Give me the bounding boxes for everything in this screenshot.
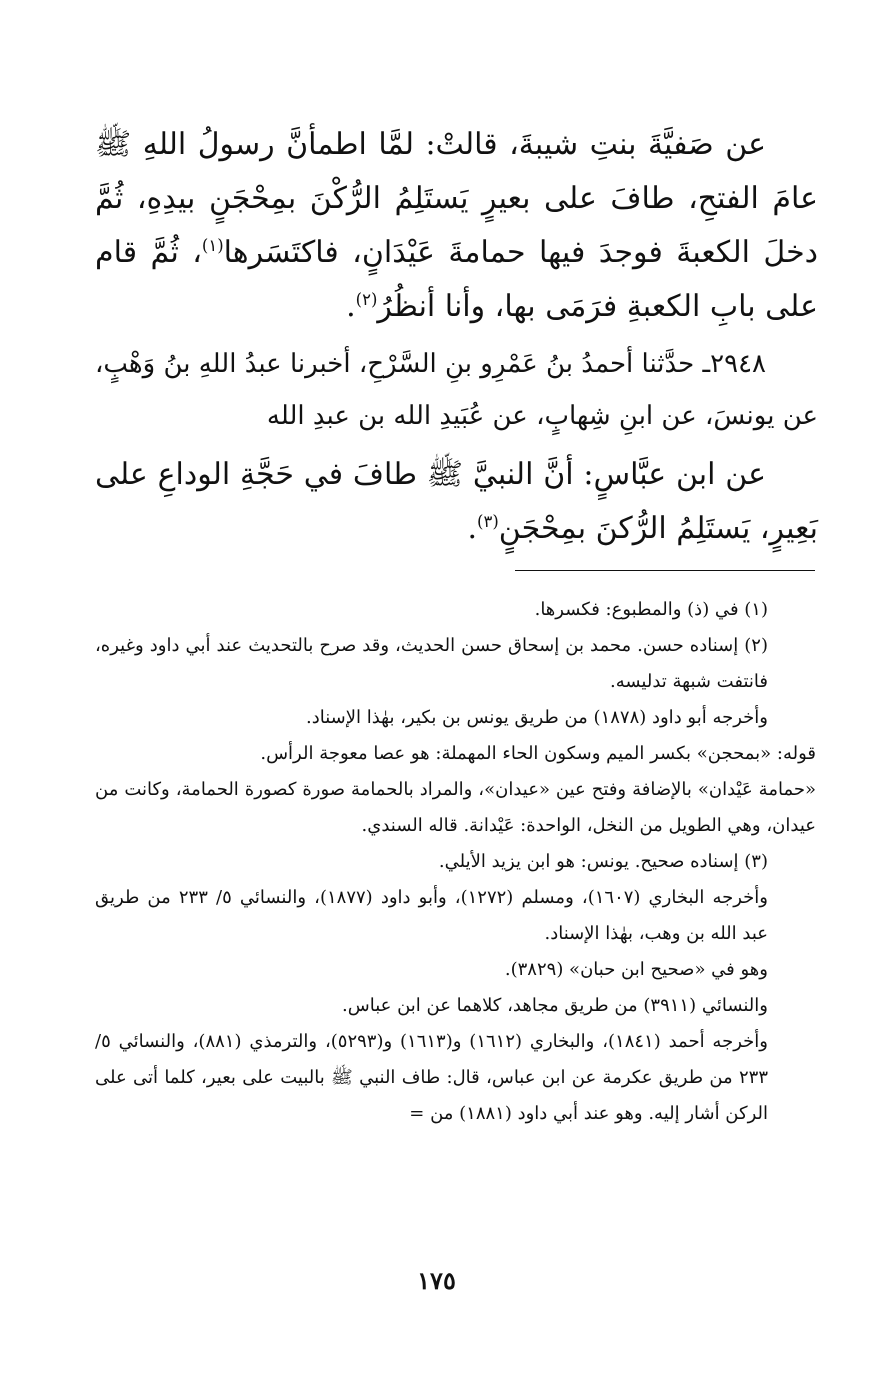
footnote-ref-3: (٣)	[477, 512, 499, 531]
main-text	[95, 118, 818, 556]
footnote-ref-2: (٢)	[355, 290, 378, 309]
hadith-2948-isnad: ٢٩٤٨ـ حدَّثنا أحمدُ بنُ عَمْرِو بنِ السَّرْحِ، أخبرنا عبدُ اللهِ بنُ وَهْبٍ، عن يونسَ، عن ابنِ شِهابٍ، عن عُبَيدِ الله بن عبدِ الله	[94, 349, 818, 431]
footnote-2-line: قوله: «بمحجن» بكسر الميم وسكون الحاء المهملة: هو عصا معوجة الرأس.	[260, 743, 816, 764]
footnote-3-line: وأخرجه أحمد (١٨٤١)، والبخاري (١٦١٢) و(١٦١٣) و(٥٢٩٣)، والترمذي (٨٨١)، والنسائي ٥/ ٢٣٣ من طريق عكرمة عن ابن عباس، قال: طاف النبي ﷺ بالبيت على بعير، كلما أتى على الركن أشار إليه. وهو عند أبي داود (١٨٨١) من =	[95, 1031, 768, 1124]
footnote-3: (٣) إسناده صحيح. يونس: هو ابن يزيد الأيلي.	[438, 851, 768, 872]
hadith-paragraph-1	[95, 118, 818, 334]
hadith-2-text-a: عن ابن عبَّاسٍ: أنَّ النبيَّ ﷺ طافَ في حَجَّةِ الوداعِ على بَعِيرٍ، يَستَلِمُ الرُّكنَ بمِحْجَنٍ	[95, 457, 818, 546]
hadith-1-text-c: .	[346, 289, 356, 324]
footnotes	[95, 592, 816, 1132]
hadith-2-text-b: .	[467, 511, 478, 546]
footnote-1: (١) في (ذ) والمطبوع: فكسرها.	[534, 599, 768, 620]
footnote-2-line: وأخرجه أبو داود (١٨٧٨) من طريق يونس بن بكير، بهٰذا الإسناد.	[306, 707, 768, 728]
footnote-3-line: والنسائي (٣٩١١) من طريق مجاهد، كلاهما عن ابن عباس.	[342, 995, 768, 1016]
footnote-2: (٢) إسناده حسن. محمد بن إسحاق حسن الحديث، وقد صرح بالتحديث عند أبي داود وغيره، فانتفت شبهة تدليسه.	[95, 635, 768, 692]
hadith-1-text-a: عن صَفيَّةَ بنتِ شيبةَ، قالتْ: لمَّا اطمأنَّ رسولُ اللهِ ﷺ عامَ الفتحِ، طافَ على بعيرٍ يَستَلِمُ الرُّكْنَ بمِحْجَنٍ بيدِهِ، ثُمَّ دخلَ الكعبةَ فوجدَ فيها حمامةَ عَيْدَانٍ، فاكتَسَرها	[95, 127, 818, 270]
page-number: ١٧٥	[417, 1266, 456, 1295]
footnote-2-line: «حمامة عَيْدان» بالإضافة وفتح عين «عيدان»، والمراد بالحمامة صورة كصورة الحمامة، وكانت من عيدان، وهي الطويل من النخل، الواحدة: عَيْدانة. قاله السندي.	[95, 779, 816, 836]
hadith-1-text-b: ، ثُمَّ قام على بابِ الكعبةِ فرَمَى بها، وأنا أنظُرُ	[95, 235, 818, 324]
footnote-3-line: وأخرجه البخاري (١٦٠٧)، ومسلم (١٢٧٢)، وأبو داود (١٨٧٧)، والنسائي ٥/ ٢٣٣ من طريق عبد الله بن وهب، بهٰذا الإسناد.	[95, 887, 768, 944]
footnote-3-line: وهو في «صحيح ابن حبان» (٣٨٢٩).	[504, 959, 768, 980]
hadith-paragraph-2	[95, 448, 818, 556]
footnote-separator	[515, 570, 815, 571]
footnote-ref-1: (١)	[201, 236, 224, 255]
